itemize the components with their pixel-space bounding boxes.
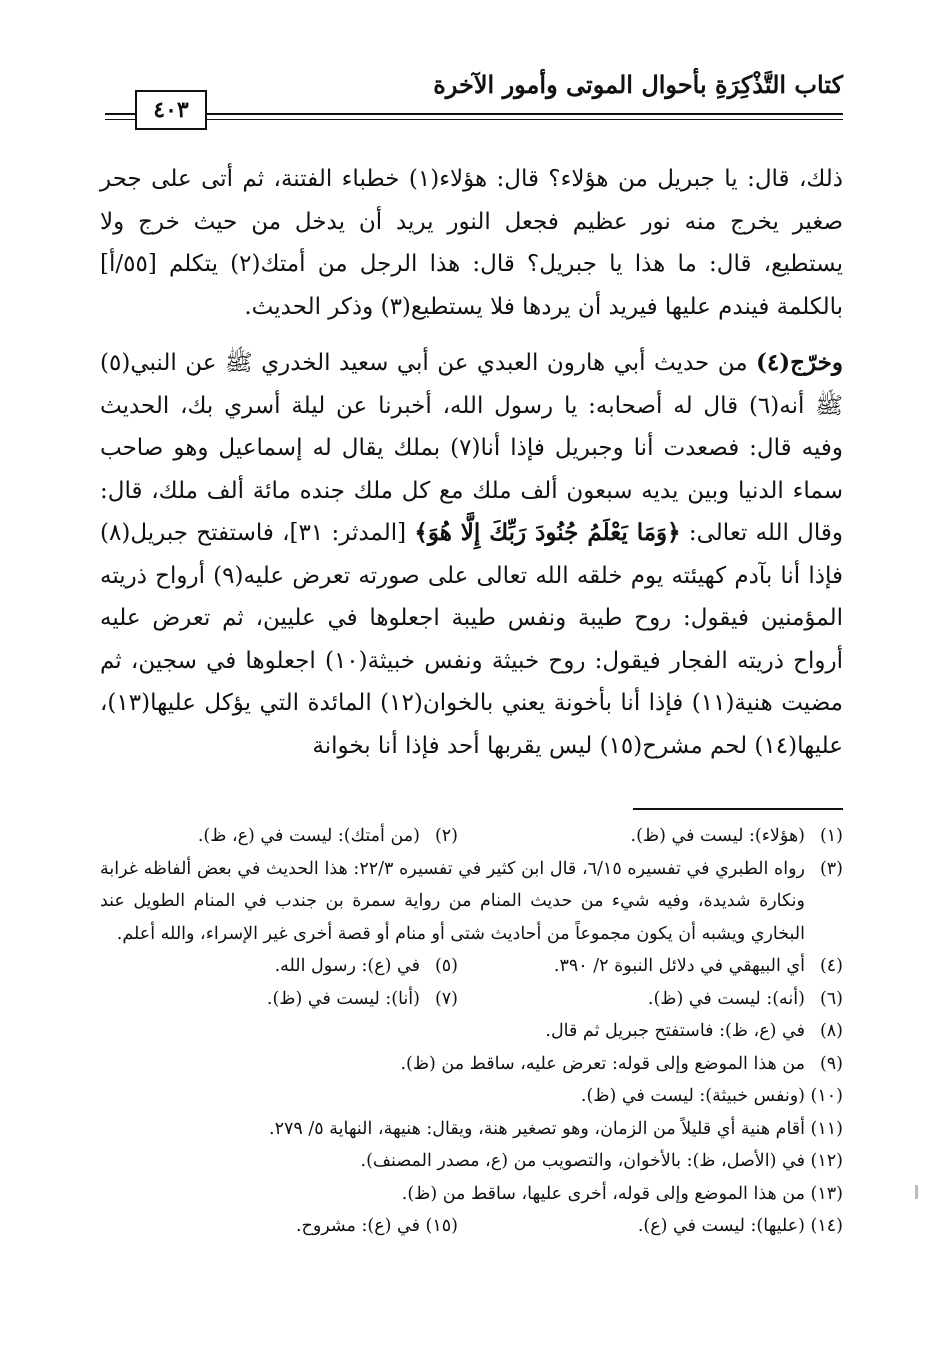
footnote-text: (عليها): ليست في (ع). (637, 1216, 805, 1236)
footnote-14 (458, 1210, 843, 1243)
paragraph-1: ذلك، قال: يا جبريل من هؤلاء؟ قال: هؤلاء(١) خطباء الفتنة، ثم أتى على جحر صغير يخرج منه نور عظيم فجعل النور يريد أن يدخل من حيث خرج ولا يستطيع، قال: ما هذا يا جبريل؟ قال: هذا الرجل من أمتك(٢) يتكلم [٥٥/أ] بالكلمة فيندم عليها فيريد أن يردها فلا يستطيع(٣) وذكر الحديث. (100, 166, 843, 320)
footnote-text: (هؤلاء): ليست في (ظ). (630, 826, 805, 846)
footnote-13 (100, 1178, 843, 1211)
footnote-number: (١٠) (810, 1086, 843, 1106)
footnote-row (100, 1210, 843, 1243)
paragraph-2-text-a: من حديث أبي هارون العبدي عن أبي سعيد الخدري ﷺ عن النبي(٥) ﷺ أنه(٦) قال له أصحابه: يا رسول الله، أخبرنا عن ليلة أسري بك، الحديث وفيه قال: فصعدت أنا وجبريل فإذا أنا(٧) بملك يقال له إسماعيل وهو صاحب سماء الدنيا وبين يديه سبعون ألف ملك مع كل ملك جنده مائة ألف ملك، قال: وقال الله تعالى: (100, 350, 843, 546)
footnote-number: (٥) (434, 956, 458, 976)
footnote-7 (73, 983, 458, 1016)
footnote-number: (٩) (819, 1053, 843, 1074)
paragraph-2-lead: وخرّج(٤) (756, 349, 843, 376)
footnote-number: (٤) (819, 956, 843, 976)
footnote-5 (73, 950, 458, 983)
footnote-number: (١٢) (810, 1151, 843, 1171)
footnote-number: (١٣) (810, 1183, 843, 1204)
footnote-1 (458, 820, 843, 853)
paragraph-2 (100, 342, 843, 767)
footnote-number: (٣) (819, 858, 843, 879)
footnote-number: (١٥) (425, 1216, 458, 1236)
footnote-text: (أنه): ليست في (ظ). (647, 988, 805, 1009)
footnote-text: (أنا): ليست في (ظ). (266, 988, 420, 1009)
footnote-8 (100, 1015, 843, 1048)
footnote-number: (٦) (819, 988, 843, 1009)
footnote-text: (ونفس خبيثة): ليست في (ظ). (580, 1086, 805, 1106)
footnote-number: (١) (819, 826, 843, 846)
footnote-11 (100, 1113, 843, 1146)
footnote-15 (73, 1210, 458, 1243)
footnote-row (100, 820, 843, 853)
footnote-text: (من أمتك): ليست في (ع، ظ). (197, 826, 420, 846)
margin-mark (915, 1185, 918, 1199)
main-text (100, 158, 843, 767)
header-rule (105, 113, 843, 115)
footnote-number: (١٤) (810, 1216, 843, 1236)
footnote-4 (458, 950, 843, 983)
footnote-text: من هذا الموضع وإلى قوله: تعرض عليه، ساقط من (ظ). (400, 1053, 805, 1074)
footnote-text: أقام هنية أي قليلاً من الزمان، وهو تصغير هنة، ويقال: هنيهة، النهاية ٥/ ٢٧٩. (269, 1118, 805, 1139)
footnote-text: في (ع): رسول الله. (274, 956, 420, 976)
footnote-10 (100, 1080, 843, 1113)
footnote-text: في (الأصل، ظ): بالأخوان، والتصويب من (ع، مصدر المصنف). (360, 1151, 805, 1171)
running-header-title: كتاب التَّذْكِرَةِ بأحوال الموتى وأمور الآخرة (433, 70, 843, 99)
footnote-text: من هذا الموضع وإلى قوله، أخرى عليها، ساقط من (ظ). (401, 1183, 805, 1204)
footnote-9 (100, 1048, 843, 1081)
footnote-text: أي البيهقي في دلائل النبوة ٢/ ٣٩٠. (553, 956, 805, 976)
page-number: ٤٠٣ (135, 90, 207, 130)
footnote-number: (١١) (810, 1118, 843, 1139)
footnote-2 (73, 820, 458, 853)
footnote-number: (٨) (819, 1021, 843, 1041)
footnote-text: رواه الطبري في تفسيره ٦/١٥، قال ابن كثير في تفسيره ٢٢/٣: هذا الحديث في بعض ألفاظه غرابة ونكارة شديدة، وفيه شيء من حديث المنام من رواية سمرة بن جندب في المنام الطويل عند البخاري ويشبه أن يكون مجموعاً من أحاديث شتى أو منام أو قصة أخرى غير الإسراء، والله أعلم. (100, 858, 805, 944)
footnote-number: (٧) (434, 988, 458, 1009)
footnote-3 (100, 853, 843, 951)
footnote-row (100, 950, 843, 983)
footnote-text: في (ع): مشروح. (295, 1216, 420, 1236)
footnote-text: في (ع، ظ): فاستفتح جبريل ثم قال. (545, 1021, 805, 1041)
footnote-6 (458, 983, 843, 1016)
footnote-row (100, 983, 843, 1016)
footnote-number: (٢) (434, 826, 458, 846)
footnotes (100, 820, 843, 1243)
quran-verse: ﴿وَمَا يَعْلَمُ جُنُودَ رَبِّكَ إِلَّا هُوَ﴾ (414, 519, 681, 546)
footnote-12 (100, 1145, 843, 1178)
header-rule-thin (105, 119, 843, 120)
paragraph-2-text-b: [المدثر: ٣١]، فاستفتح جبريل(٨) فإذا أنا بآدم كهيئته يوم خلقه الله تعالى على صورته تعرض عليه(٩) أرواح ذريته المؤمنين فيقول: روح طيبة ونفس طيبة اجعلوها في عليين، ثم تعرض عليه أرواح ذريته الفجار فيقول: روح خبيثة ونفس خبيثة(١٠) اجعلوها في سجين، ثم مضيت هنية(١١) فإذا أنا بأخونة يعني بالخوان(١٢) المائدة التي يؤكل عليها(١٣)، عليها(١٤) لحم مشرح(١٥) ليس يقربها أحد فإذا أنا بخوانة (100, 520, 843, 759)
footnote-separator (633, 808, 843, 810)
